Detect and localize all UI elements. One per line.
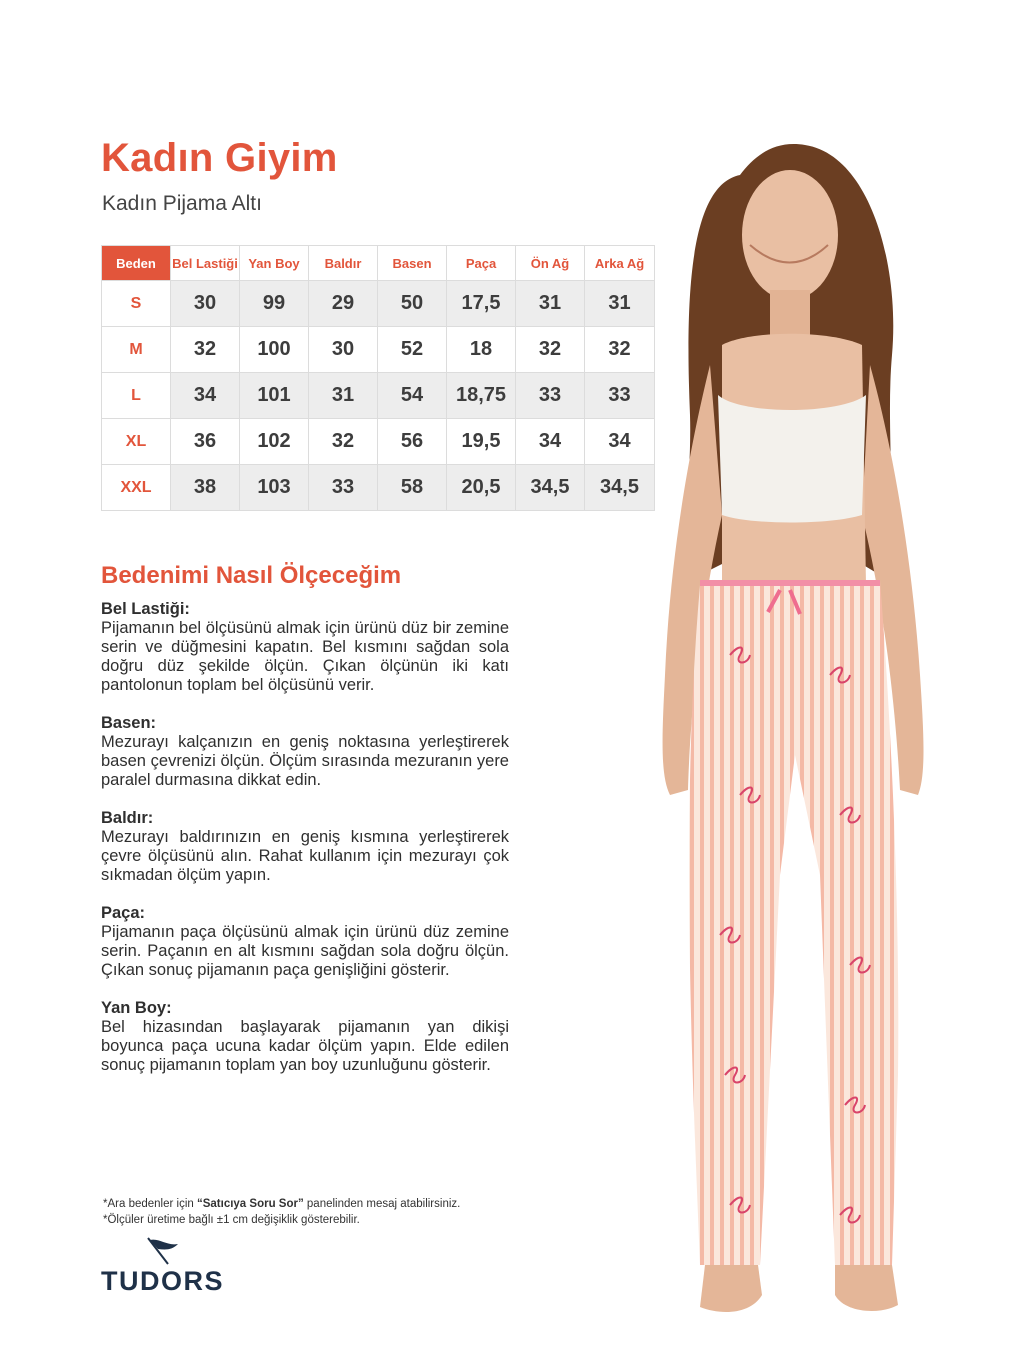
column-header: Arka Ağ	[585, 246, 655, 281]
table-cell: 31	[585, 281, 655, 327]
table-cell: 32	[171, 327, 240, 373]
guide-item	[101, 714, 509, 790]
table-cell: 32	[585, 327, 655, 373]
table-row	[102, 419, 655, 465]
table-cell: 100	[240, 327, 309, 373]
table-cell: 56	[378, 419, 447, 465]
table-cell: 36	[171, 419, 240, 465]
table-cell: 103	[240, 465, 309, 511]
table-cell: 50	[378, 281, 447, 327]
model-in-pajama-pants-photo	[630, 115, 930, 1350]
table-cell: 38	[171, 465, 240, 511]
table-cell: 30	[171, 281, 240, 327]
column-header: Baldır	[309, 246, 378, 281]
table-cell: 31	[309, 373, 378, 419]
table-cell: 99	[240, 281, 309, 327]
footnote-text: *Ara bedenler için	[103, 1198, 197, 1210]
table-cell: 34,5	[585, 465, 655, 511]
column-header: Ön Ağ	[516, 246, 585, 281]
size-label-cell: S	[102, 281, 171, 327]
measure-guide	[101, 600, 509, 1094]
table-cell: 54	[378, 373, 447, 419]
table-cell: 29	[309, 281, 378, 327]
table-cell: 52	[378, 327, 447, 373]
column-header: Beden	[102, 246, 171, 281]
guide-item-text: Pijamanın bel ölçüsünü almak için ürünü düz bir zemine serin ve düğmesini kapatın. Bel kısmını sağdan sola doğru düz şekilde ölçün. Çıkan ölçünün iki katı pantolonun toplam bel ölçüsünü verir.	[101, 619, 509, 694]
table-cell: 34	[171, 373, 240, 419]
page-subtitle: Kadın Pijama Altı	[102, 192, 262, 215]
table-cell: 32	[516, 327, 585, 373]
table-cell: 34,5	[516, 465, 585, 511]
footnote-2: *Ölçüler üretime bağlı ±1 cm değişiklik gösterebilir.	[103, 1214, 360, 1226]
table-cell: 101	[240, 373, 309, 419]
footnote-1	[103, 1196, 460, 1212]
table-cell: 33	[585, 373, 655, 419]
size-chart-table	[101, 245, 655, 511]
column-header: Bel Lastiği	[171, 246, 240, 281]
size-label-cell: XXL	[102, 465, 171, 511]
table-cell: 19,5	[447, 419, 516, 465]
size-label-cell: L	[102, 373, 171, 419]
page-title: Kadın Giyim	[101, 136, 338, 180]
table-cell: 33	[309, 465, 378, 511]
table-cell: 17,5	[447, 281, 516, 327]
guide-item-title: Paça:	[101, 904, 146, 922]
table-cell: 31	[516, 281, 585, 327]
guide-item-title: Yan Boy:	[101, 999, 172, 1017]
table-row	[102, 465, 655, 511]
column-header: Yan Boy	[240, 246, 309, 281]
table-cell: 30	[309, 327, 378, 373]
guide-item-title: Basen:	[101, 714, 157, 732]
size-label-cell: XL	[102, 419, 171, 465]
guide-item-title: Bel Lastiği:	[101, 600, 190, 618]
table-cell: 102	[240, 419, 309, 465]
table-cell: 32	[309, 419, 378, 465]
table-row	[102, 281, 655, 327]
table-row	[102, 327, 655, 373]
table-header-row	[102, 246, 655, 281]
size-label-cell: M	[102, 327, 171, 373]
table-cell: 33	[516, 373, 585, 419]
guide-item	[101, 809, 509, 885]
footnote-emphasis: “Satıcıya Soru Sor”	[196, 1198, 304, 1210]
table-row	[102, 373, 655, 419]
brand-name: TUDORS	[101, 1266, 224, 1296]
footnotes	[103, 1196, 460, 1228]
footnote-text: panelinden mesaj atabilirsiniz.	[303, 1198, 461, 1210]
measure-guide-title: Bedenimi Nasıl Ölçeceğim	[101, 562, 402, 589]
guide-item-text: Mezurayı kalçanızın en geniş noktasına yerleştirerek basen çevrenizi ölçün. Ölçüm sırasında mezuranın yere paralel durmasına dikkat edin.	[101, 733, 509, 789]
guide-item-text: Pijamanın paça ölçüsünü almak için ürünü düz zemine serin. Paçanın en alt kısmını sağdan sola doğru ölçün. Çıkan sonuç pijamanın paça genişliğini gösterir.	[101, 923, 509, 979]
guide-item-text: Bel hizasından başlayarak pijamanın yan dikişi boyunca paça ucuna kadar ölçüm yapın. Elde edilen sonuç pijamanın toplam yan boy uzunluğunu gösterir.	[101, 1018, 509, 1074]
table-cell: 20,5	[447, 465, 516, 511]
table-cell: 34	[585, 419, 655, 465]
table-cell: 58	[378, 465, 447, 511]
table-cell: 34	[516, 419, 585, 465]
guide-item	[101, 600, 509, 695]
table-cell: 18	[447, 327, 516, 373]
guide-item	[101, 999, 509, 1075]
column-header: Basen	[378, 246, 447, 281]
column-header: Paça	[447, 246, 516, 281]
guide-item-title: Baldır:	[101, 809, 154, 827]
guide-item-text: Mezurayı baldırınızın en geniş kısmına yerleştirerek çevre ölçüsünü alın. Rahat kullanım için mezurayı çok sıkmadan ölçüm yapın.	[101, 828, 509, 884]
guide-item	[101, 904, 509, 980]
table-cell: 18,75	[447, 373, 516, 419]
flag-icon	[146, 1236, 206, 1266]
